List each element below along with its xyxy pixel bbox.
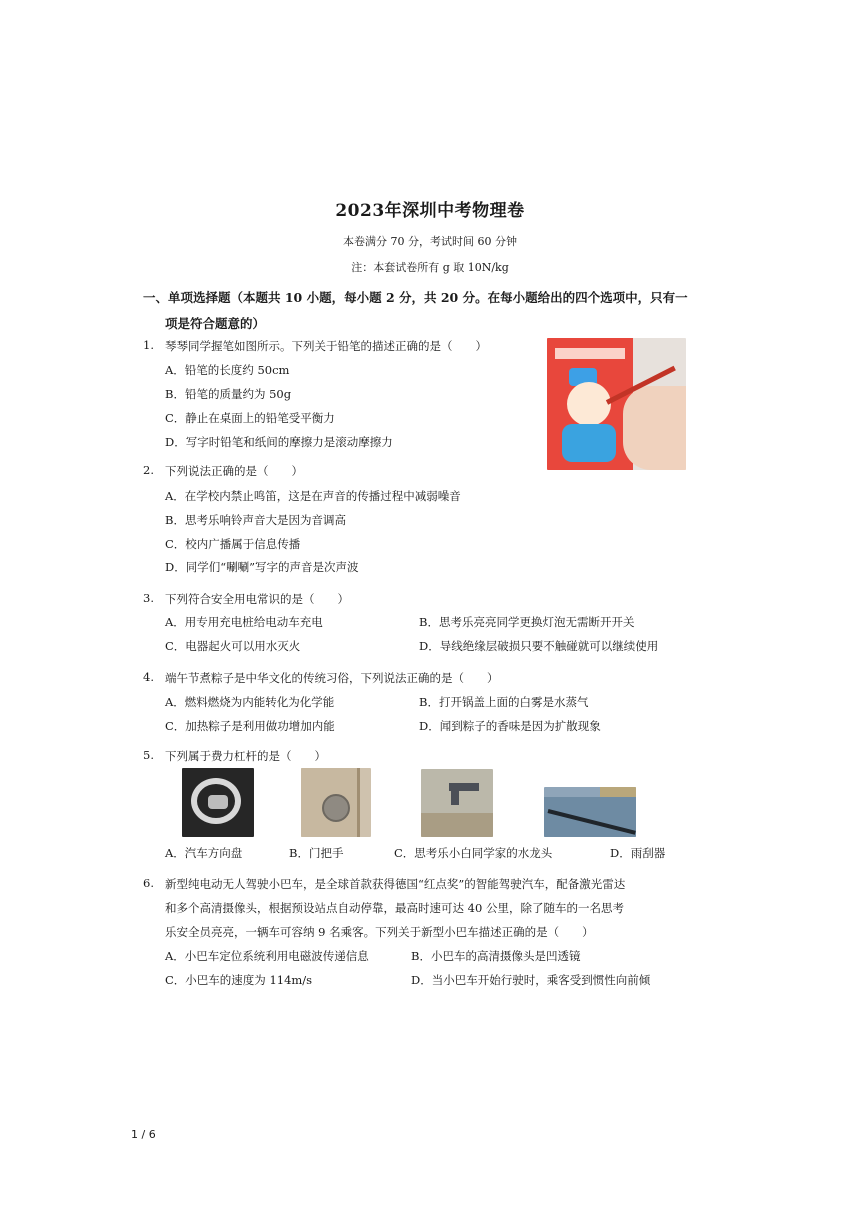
option-c: C．思考乐小白同学家的水龙头	[394, 846, 553, 860]
option-a: A．铅笔的长度约 50cm	[165, 363, 290, 377]
wheel-hub	[208, 795, 228, 809]
option-b: B．铅笔的质量约为 50g	[165, 387, 292, 401]
section-heading: 一、单项选择题（本题共 10 小题，每小题 2 分，共 20 分。在每小题给出的四个选项中，只有一	[143, 290, 688, 305]
cartoon-head	[567, 382, 611, 426]
exam-subtitle: 本卷满分 70 分，考试时间 60 分钟	[343, 235, 517, 248]
exam-note: 注：本套试卷所有 g 取 10N/kg	[351, 261, 509, 274]
option-a: A．在学校内禁止鸣笛，这是在声音的传播过程中减弱噪音	[165, 489, 461, 503]
question-number: 6.	[143, 876, 154, 890]
option-a: A．燃料燃烧为内能转化为化学能	[165, 695, 335, 709]
question-stem-line: 乐安全员亮亮，一辆车可容纳 9 名乘客。下列关于新型小巴车描述正确的是（ ）	[165, 925, 594, 939]
option-b: B．思考乐响铃声音大是因为音调高	[165, 513, 346, 527]
cartoon-body	[562, 424, 616, 462]
option-c: C．加热粽子是利用做功增加内能	[165, 719, 335, 733]
question-number: 3.	[143, 591, 154, 605]
question-number: 4.	[143, 670, 154, 684]
option-c: C．静止在桌面上的铅笔受平衡力	[165, 411, 335, 425]
book-cover-title	[555, 348, 625, 359]
section-heading-cont: 项是符合题意的）	[165, 316, 266, 331]
question-number: 2.	[143, 463, 154, 477]
pencil-book-photo	[547, 338, 686, 470]
question-stem: 琴琴同学握笔如图所示。下列关于铅笔的描述正确的是（ ）	[165, 339, 487, 353]
question-stem-line: 和多个高清摄像头，根据预设站点自动停靠，最高时速可达 40 公里，除了随车的一名思考	[165, 901, 624, 915]
question-stem: 下列属于费力杠杆的是（ ）	[165, 749, 326, 763]
tap-spout	[451, 789, 459, 805]
option-d: D．雨刮器	[610, 846, 666, 860]
question-stem-line: 新型纯电动无人驾驶小巴车，是全球首款获得德国“红点奖”的智能驾驶汽车，配备激光雷达	[165, 877, 626, 891]
water-tap-photo	[421, 769, 493, 837]
hand	[623, 386, 686, 470]
option-d: D．写字时铅笔和纸间的摩擦力是滚动摩擦力	[165, 435, 393, 449]
option-a: A．用专用充电桩给电动车充电	[165, 615, 323, 629]
option-d: D．同学们“唰唰”写字的声音是次声波	[165, 560, 359, 574]
question-stem: 端午节煮粽子是中华文化的传统习俗，下列说法正确的是（ ）	[165, 671, 499, 685]
option-b: B．打开锅盖上面的白雾是水蒸气	[419, 695, 589, 709]
door-knob-photo	[301, 768, 371, 837]
knob	[322, 794, 350, 822]
option-c: C．校内广播属于信息传播	[165, 537, 301, 551]
steering-wheel-photo	[182, 768, 254, 837]
question-stem: 下列说法正确的是（ ）	[165, 464, 303, 478]
wall	[421, 813, 493, 837]
option-a: A．小巴车定位系统利用电磁波传递信息	[165, 949, 369, 963]
option-d: D．闻到粽子的香味是因为扩散现象	[419, 719, 601, 733]
question-number: 5.	[143, 748, 154, 762]
option-c: C．小巴车的速度为 114m/s	[165, 973, 313, 987]
option-d: D．当小巴车开始行驶时，乘客受到惯性向前倾	[411, 973, 651, 987]
exam-title: 2023年深圳中考物理卷	[335, 201, 525, 221]
question-stem: 下列符合安全用电常识的是（ ）	[165, 592, 349, 606]
option-a: A．汽车方向盘	[165, 846, 243, 860]
option-b: B．门把手	[289, 846, 344, 860]
option-b: B．思考乐亮亮同学更换灯泡无需断开开关	[419, 615, 635, 629]
wiper-photo	[544, 787, 636, 837]
option-d: D．导线绝缘层破损只要不触碰就可以继续使用	[419, 639, 659, 653]
question-number: 1.	[143, 338, 154, 352]
option-c: C．电器起火可以用水灭火	[165, 639, 301, 653]
option-b: B．小巴车的高清摄像头是凹透镜	[411, 949, 581, 963]
page-number: 1 / 6	[131, 1128, 156, 1141]
